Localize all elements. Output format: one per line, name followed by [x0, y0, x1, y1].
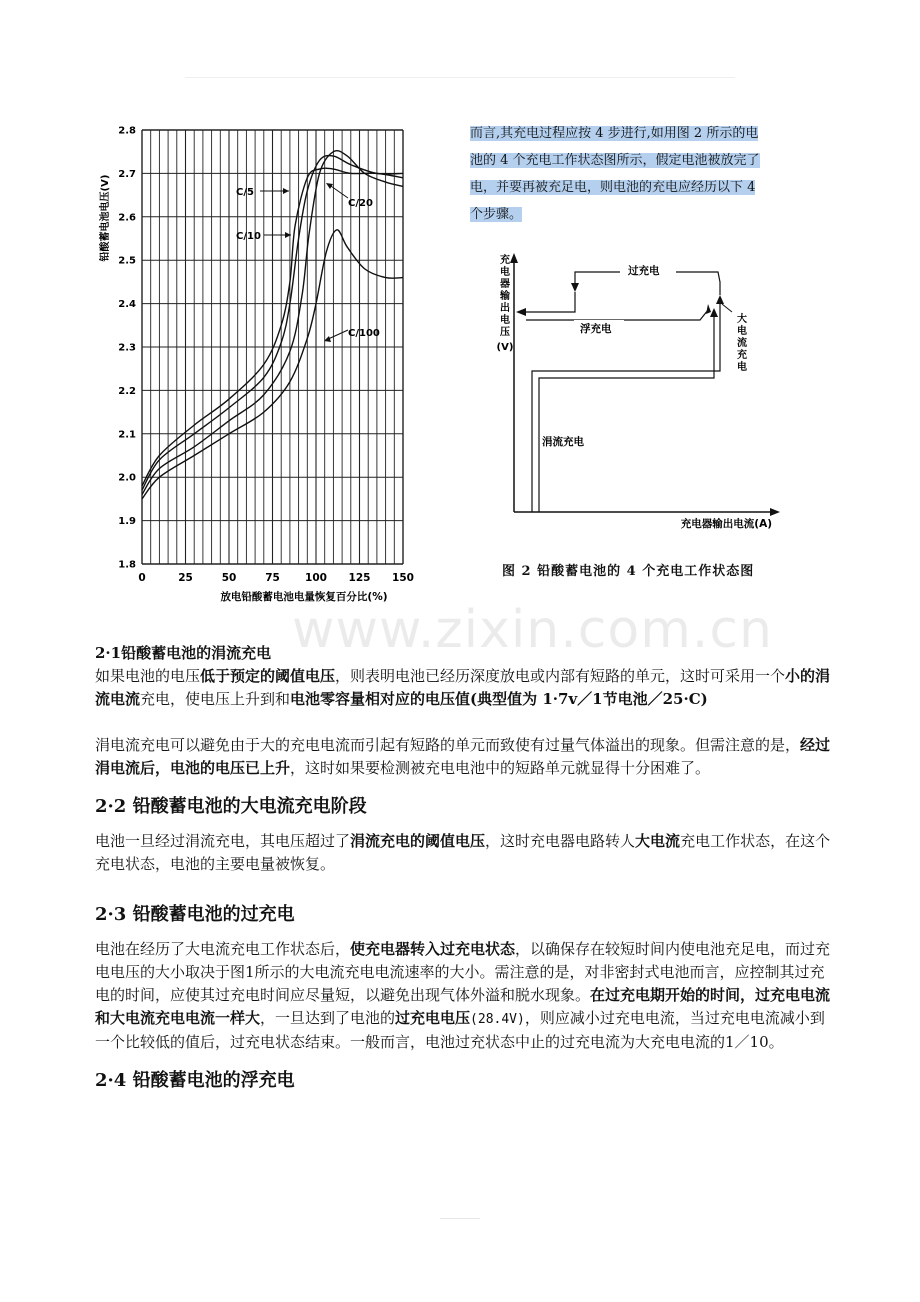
section-heading-2-2: 2·2 铅酸蓄电池的大电流充电阶段	[95, 796, 367, 817]
label-overcharge: 过充电	[628, 265, 660, 277]
x-tick-label: 0	[138, 572, 146, 584]
series-label-c10: C/10	[236, 231, 261, 242]
x-tick-labels	[138, 572, 414, 584]
paragraph-trickle-note: 涓电流充电可以避免由于大的充电电流而引起有短路的单元而致使有过量气体溢出的现象。但需注意的是，经过涓电流后，电池的电压已上升，这时如果要检测被充电电池中的短路单元就显得十分困难了。	[95, 736, 831, 777]
svg-text:(V): (V)	[496, 342, 514, 353]
trickle-charge-path	[532, 371, 538, 512]
y-tick-label: 2.7	[118, 168, 136, 180]
float-arrow-left	[516, 308, 526, 316]
float-charge-path	[524, 292, 575, 312]
figure-2-caption: 图 2 铅酸蓄电池的 4 个充电工作状态图	[502, 564, 755, 579]
y-tick-label: 2.1	[118, 429, 136, 441]
overcharge-arrow	[571, 283, 579, 292]
paragraph-bulk: 电池一旦经过涓流充电，其电压超过了涓流充电的阈值电压，这时充电器电路转人大电流充电工作状态，在这个充电状态，电池的主要电量被恢复。	[95, 832, 831, 873]
svg-text:大: 大	[737, 314, 747, 325]
svg-text:压: 压	[500, 327, 510, 338]
svg-text:充: 充	[737, 350, 747, 361]
svg-text:电: 电	[500, 315, 510, 326]
paragraph-overcharge: 电池在经历了大电流充电工作状态后，使充电器转入过充电状态，以确保存在较短时间内使电池充足电，而过充电电压的大小取决于图1所示的大电流充电电流速率的大小。需注意的是，对非密封式电池而言，应控制其过充电的时间，应使其过充电时间应尽量短，以避免出现气体外溢和脱水现象。在过充电期开始的时间，过充电电流和大电流充电电流一样大，一旦达到了电池的过充电电压(28.4V)，则应减小过充电电流，当过充电电流减小到一个比较低的值后，过充电状态结束。一般而言，电池过充状态中止的过充电流为大充电电流的1／10。	[95, 940, 831, 1051]
label-float: 浮充电	[580, 323, 612, 335]
svg-text:器: 器	[500, 279, 510, 290]
series-label-c5: C/5	[236, 187, 254, 198]
svg-text:电: 电	[500, 267, 510, 278]
x-tick-label: 125	[348, 572, 371, 584]
svg-text:电: 电	[737, 326, 747, 337]
float-arrow-right	[706, 304, 711, 314]
paragraph-trickle-intro: 如果电池的电压低于预定的阈值电压，则表明电池已经历深度放电或内部有短路的单元，这时可采用一个小的涓流电流充电，使电压上升到和电池零容量相对应的电压值(典型值为 1·7v／1节电池／25·C)	[95, 667, 831, 708]
article-body	[95, 642, 835, 1094]
y-axis-arrowhead	[510, 253, 518, 263]
svg-text:充: 充	[500, 255, 510, 266]
highlight-line: 个步骤。	[470, 207, 523, 222]
label-trickle: 涓流充电	[542, 436, 584, 448]
y-tick-label: 2.6	[118, 212, 136, 224]
section-heading-2-3: 2·3 铅酸蓄电池的过充电	[95, 904, 295, 925]
series-label-c100: C/100	[348, 328, 380, 339]
x-tick-label: 75	[265, 572, 280, 584]
label-bulk	[737, 312, 747, 373]
highlight-line: 电，并要再被充足电，则电池的充电应经历以下 4	[470, 180, 756, 195]
x-tick-label: 100	[305, 572, 327, 584]
charging-curve-chart	[92, 118, 422, 613]
charging-state-diagram	[470, 240, 800, 540]
section-heading-2-1: 2·1铅酸蓄电池的涓流充电	[95, 644, 272, 662]
y-tick-label: 2.8	[118, 125, 136, 137]
highlight-line: 而言,其充电过程应按 4 步进行,如用图 2 所示的电	[470, 126, 759, 141]
x-tick-label: 50	[221, 572, 237, 584]
y-tick-label: 1.8	[118, 559, 136, 571]
series-label-c20: C/20	[348, 198, 373, 209]
x-axis-arrowhead	[770, 508, 780, 516]
diagram-x-label: 充电器输出电流(A)	[680, 518, 772, 530]
svg-text:出: 出	[500, 303, 510, 314]
watermark: www.zixin.com.cn	[292, 600, 773, 660]
svg-text:流: 流	[737, 338, 747, 349]
y-tick-label: 2.2	[118, 385, 136, 397]
x-tick-label: 150	[392, 572, 414, 584]
y-tick-labels	[118, 126, 136, 571]
bulk-label-pointer	[722, 304, 732, 312]
y-tick-label: 2.0	[118, 472, 136, 484]
y-tick-label: 2.3	[118, 342, 136, 354]
y-tick-label: 1.9	[118, 516, 136, 528]
x-axis-label: 放电铅酸蓄电池电量恢复百分比(%)	[220, 591, 388, 603]
highlight-line: 池的 4 个充电工作状态图所示，假定电池被放完了	[470, 153, 760, 168]
x-tick-label: 25	[178, 572, 193, 584]
c20-arrowhead	[326, 183, 333, 189]
svg-text:输: 输	[500, 291, 510, 302]
svg-text:电: 电	[737, 362, 747, 373]
header-rule	[185, 77, 735, 78]
c5-arrowhead	[283, 188, 289, 194]
footer-rule	[440, 1218, 480, 1219]
diagram-y-label	[497, 253, 514, 353]
y-axis-label: 铅酸蓄电池电压(V)	[100, 174, 111, 262]
spacer	[95, 711, 835, 734]
y-tick-label: 2.5	[118, 255, 136, 267]
y-tick-label: 2.4	[118, 299, 136, 311]
bulk-charge-path	[538, 332, 720, 371]
section-heading-2-4: 2·4 铅酸蓄电池的浮充电	[95, 1070, 295, 1091]
highlighted-paragraph	[470, 120, 830, 228]
